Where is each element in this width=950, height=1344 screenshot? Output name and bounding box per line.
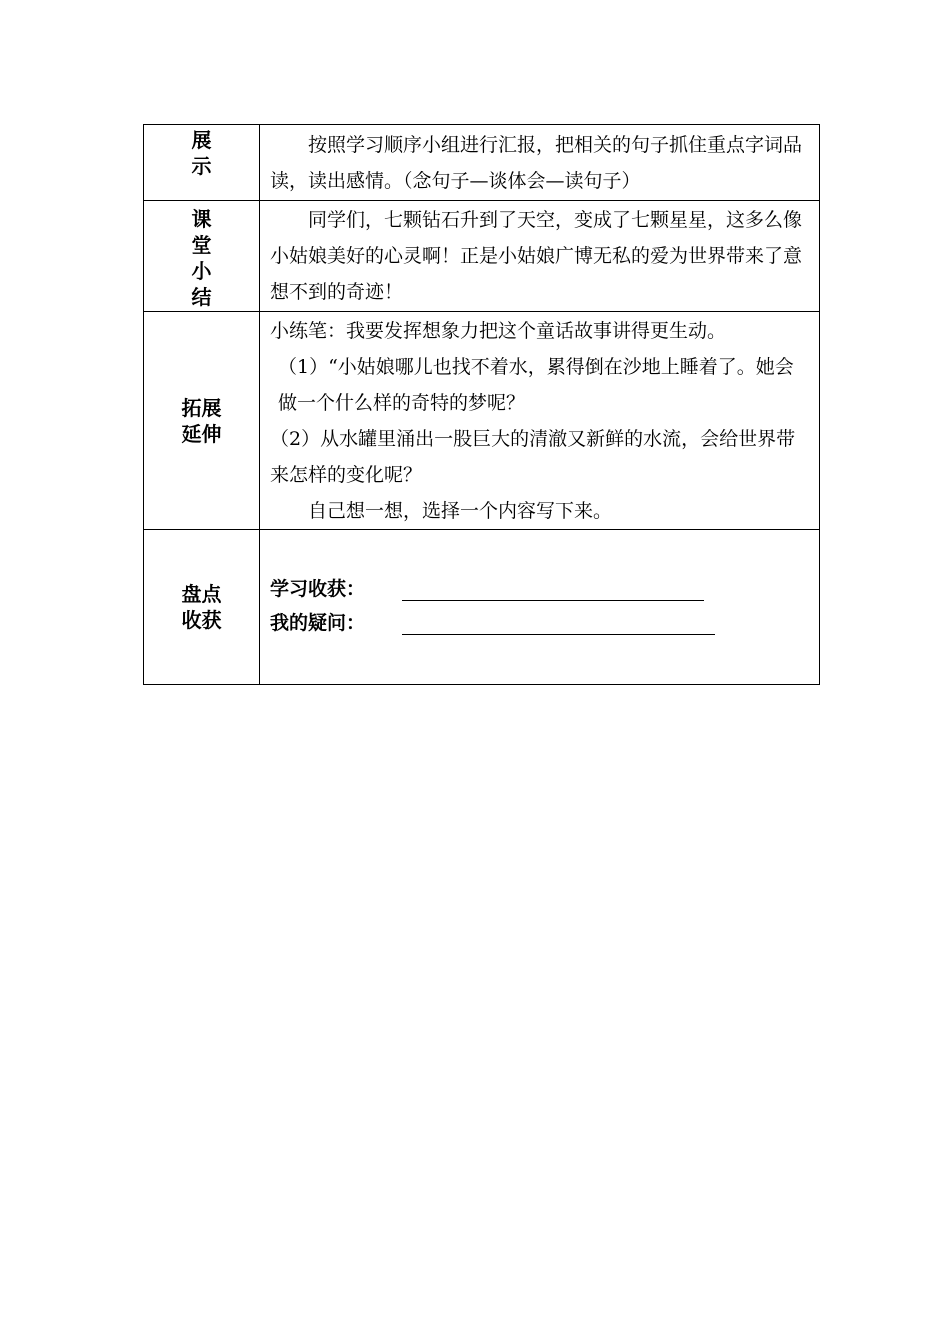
row-label-line: 示 <box>191 154 212 178</box>
row-label-display <box>144 125 260 201</box>
row-content-harvest <box>260 530 820 685</box>
row-content-extend <box>260 312 820 530</box>
field-label: 学习收获： <box>270 578 366 600</box>
fill-in-blank[interactable] <box>402 600 704 601</box>
content-paragraph: 自己想一想，选择一个内容写下来。 <box>308 499 613 522</box>
fill-in-blank[interactable] <box>402 634 715 635</box>
row-content-display <box>260 125 820 201</box>
row-label-line: 延伸 <box>181 421 222 446</box>
table-row-summary <box>144 201 820 312</box>
row-label-line: 收获 <box>181 608 222 632</box>
harvest-field-questions <box>270 607 811 641</box>
lesson-plan-table <box>143 124 820 685</box>
harvest-field-gains <box>270 573 811 607</box>
row-label-line: 拓展 <box>181 395 222 420</box>
field-label: 我的疑问： <box>270 612 366 634</box>
content-paragraph: 按照学习顺序小组进行汇报，把相关的句子抓住重点字词品读，读出感情。（念句子—谈体会—读句子） <box>270 133 803 192</box>
content-paragraph: 同学们，七颗钻石升到了天空，变成了七颗星星，这多么像小姑娘美好的心灵啊！正是小姑娘广博无私的爱为世界带来了意想不到的奇迹！ <box>270 209 803 303</box>
table-row-display <box>144 125 820 201</box>
row-label-line: 结 <box>191 285 212 309</box>
row-label-line: 小 <box>191 259 212 283</box>
row-label-harvest <box>144 530 260 685</box>
row-label-line: 课 <box>191 207 212 231</box>
row-label-summary <box>144 201 260 312</box>
table-row-extend <box>144 312 820 530</box>
content-paragraph: （2）从水罐里涌出一股巨大的清澈又新鲜的水流，会给世界带来怎样的变化呢？ <box>270 427 796 486</box>
row-label-extend <box>144 312 260 530</box>
row-label-line: 展 <box>191 128 212 152</box>
table-row-harvest <box>144 530 820 685</box>
row-label-line: 盘点 <box>181 582 222 606</box>
row-content-summary <box>260 201 820 312</box>
content-paragraph: 小练笔：我要发挥想象力把这个童话故事讲得更生动。 <box>270 319 727 342</box>
row-label-line: 堂 <box>191 233 212 257</box>
content-paragraph: （1）“小姑娘哪儿也找不着水，累得倒在沙地上睡着了。她会做一个什么样的奇特的梦呢？ <box>278 355 794 414</box>
